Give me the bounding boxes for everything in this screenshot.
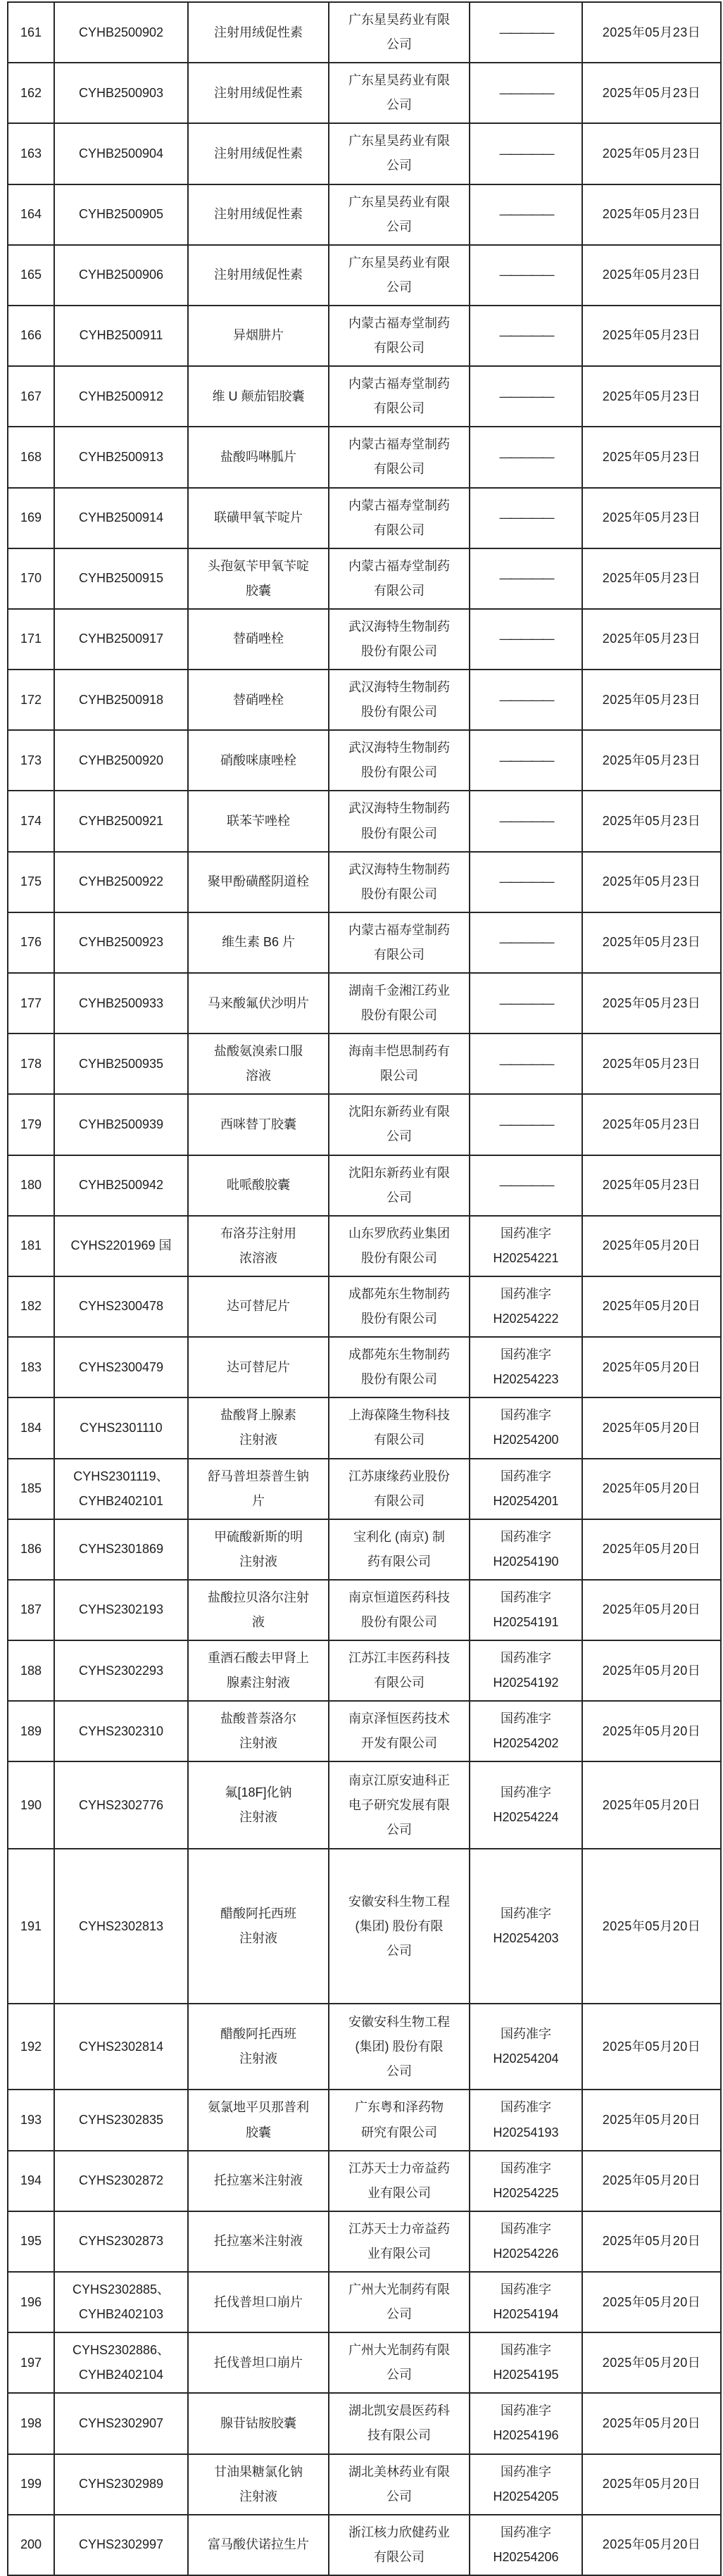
table-row <box>8 1216 721 1276</box>
acceptance-no-cell: CYHB2500905 <box>54 184 188 245</box>
approval-no-cell: 国药准字 H20254222 <box>470 1276 582 1337</box>
date-cell: 2025年05月20日 <box>582 2272 721 2332</box>
seq-cell: 182 <box>8 1276 54 1337</box>
company-cell: 南京泽恒医药技术 开发有限公司 <box>329 1701 470 1761</box>
acceptance-no-cell: CYHB2500915 <box>54 548 188 609</box>
drug-name-cell: 达可替尼片 <box>188 1276 329 1337</box>
table-row <box>8 2211 721 2272</box>
date-cell: 2025年05月20日 <box>582 1216 721 1276</box>
date-cell: 2025年05月20日 <box>582 1519 721 1580</box>
drug-name-cell: 联苯苄唑栓 <box>188 791 329 851</box>
acceptance-no-cell: CYHS2302814 <box>54 2004 188 2090</box>
drug-name-cell: 氨氯地平贝那普利 胶囊 <box>188 2090 329 2150</box>
drug-name-cell: 注射用绒促性素 <box>188 63 329 123</box>
date-cell: 2025年05月23日 <box>582 670 721 730</box>
approval-no-cell: 国药准字 H20254200 <box>470 1397 582 1458</box>
acceptance-no-cell: CYHB2500904 <box>54 123 188 184</box>
seq-cell: 174 <box>8 791 54 851</box>
date-cell: 2025年05月20日 <box>582 2332 721 2393</box>
company-cell: 广东星昊药业有限 公司 <box>329 63 470 123</box>
approval-no-cell: 国药准字 H20254221 <box>470 1216 582 1276</box>
company-cell: 湖北凯安晨医药科 技有限公司 <box>329 2393 470 2454</box>
date-cell: 2025年05月23日 <box>582 427 721 487</box>
approval-no-cell: ————— <box>470 609 582 670</box>
seq-cell: 193 <box>8 2090 54 2150</box>
approval-no-cell: ————— <box>470 123 582 184</box>
table-row <box>8 1397 721 1458</box>
drug-name-cell: 达可替尼片 <box>188 1337 329 1397</box>
acceptance-no-cell: CYHS2302835 <box>54 2090 188 2150</box>
acceptance-no-cell: CYHB2500902 <box>54 2 188 63</box>
acceptance-no-cell: CYHS2301110 <box>54 1397 188 1458</box>
table-row <box>8 670 721 730</box>
acceptance-no-cell: CYHS2302293 <box>54 1640 188 1701</box>
date-cell: 2025年05月20日 <box>582 1849 721 2004</box>
table-row <box>8 2393 721 2454</box>
acceptance-no-cell: CYHS2302813 <box>54 1849 188 2004</box>
drug-name-cell: 富马酸伏诺拉生片 <box>188 2515 329 2575</box>
drug-name-cell: 氟[18F]化钠 注射液 <box>188 1761 329 1849</box>
seq-cell: 169 <box>8 488 54 548</box>
approval-no-cell: 国药准字 H20254206 <box>470 2515 582 2575</box>
approval-no-cell: 国药准字 H20254196 <box>470 2393 582 2454</box>
company-cell: 武汉海特生物制药 股份有限公司 <box>329 609 470 670</box>
table-row <box>8 791 721 851</box>
company-cell: 广州大光制药有限 公司 <box>329 2332 470 2393</box>
date-cell: 2025年05月20日 <box>582 1580 721 1640</box>
seq-cell: 191 <box>8 1849 54 2004</box>
drug-name-cell: 布洛芬注射用 浓溶液 <box>188 1216 329 1276</box>
company-cell: 江苏江丰医药科技 有限公司 <box>329 1640 470 1701</box>
approval-no-cell: ————— <box>470 912 582 973</box>
company-cell: 安徽安科生物工程 (集团) 股份有限 公司 <box>329 2004 470 2090</box>
company-cell: 湖南千金湘江药业 股份有限公司 <box>329 973 470 1033</box>
acceptance-no-cell: CYHS2302997 <box>54 2515 188 2575</box>
acceptance-no-cell: CYHB2500942 <box>54 1155 188 1216</box>
seq-cell: 198 <box>8 2393 54 2454</box>
company-cell: 成都苑东生物制药 股份有限公司 <box>329 1337 470 1397</box>
company-cell: 武汉海特生物制药 股份有限公司 <box>329 852 470 912</box>
company-cell: 内蒙古福寿堂制药 有限公司 <box>329 488 470 548</box>
acceptance-no-cell: CYHB2500935 <box>54 1033 188 1094</box>
acceptance-no-cell: CYHS2301119、 CYHB2402101 <box>54 1459 188 1519</box>
seq-cell: 199 <box>8 2454 54 2515</box>
drug-name-cell: 盐酸吗啉胍片 <box>188 427 329 487</box>
drug-name-cell: 注射用绒促性素 <box>188 2 329 63</box>
acceptance-no-cell: CYHS2300479 <box>54 1337 188 1397</box>
company-cell: 内蒙古福寿堂制药 有限公司 <box>329 548 470 609</box>
drug-name-cell: 甘油果糖氯化钠 注射液 <box>188 2454 329 2515</box>
approval-no-cell: ————— <box>470 427 582 487</box>
seq-cell: 194 <box>8 2151 54 2211</box>
acceptance-no-cell: CYHB2500939 <box>54 1094 188 1155</box>
table-body <box>8 2 721 2575</box>
seq-cell: 185 <box>8 1459 54 1519</box>
table-row <box>8 2090 721 2150</box>
seq-cell: 187 <box>8 1580 54 1640</box>
table-row <box>8 973 721 1033</box>
seq-cell: 179 <box>8 1094 54 1155</box>
table-row <box>8 1701 721 1761</box>
approval-no-cell: 国药准字 H20254204 <box>470 2004 582 2090</box>
company-cell: 广东星昊药业有限 公司 <box>329 123 470 184</box>
seq-cell: 192 <box>8 2004 54 2090</box>
table-row <box>8 548 721 609</box>
acceptance-no-cell: CYHS2302907 <box>54 2393 188 2454</box>
date-cell: 2025年05月20日 <box>582 2393 721 2454</box>
seq-cell: 183 <box>8 1337 54 1397</box>
table-row <box>8 123 721 184</box>
drug-name-cell: 醋酸阿托西班 注射液 <box>188 1849 329 2004</box>
approval-no-cell: ————— <box>470 184 582 245</box>
approval-no-cell: ————— <box>470 670 582 730</box>
table-row <box>8 1640 721 1701</box>
acceptance-no-cell: CYHB2500918 <box>54 670 188 730</box>
table-row <box>8 1849 721 2004</box>
seq-cell: 196 <box>8 2272 54 2332</box>
approval-no-cell: 国药准字 H20254225 <box>470 2151 582 2211</box>
date-cell: 2025年05月20日 <box>582 2004 721 2090</box>
company-cell: 内蒙古福寿堂制药 有限公司 <box>329 366 470 427</box>
company-cell: 内蒙古福寿堂制药 有限公司 <box>329 306 470 366</box>
company-cell: 成都苑东生物制药 股份有限公司 <box>329 1276 470 1337</box>
seq-cell: 175 <box>8 852 54 912</box>
date-cell: 2025年05月23日 <box>582 912 721 973</box>
seq-cell: 195 <box>8 2211 54 2272</box>
company-cell: 浙江核力欣健药业 有限公司 <box>329 2515 470 2575</box>
date-cell: 2025年05月23日 <box>582 488 721 548</box>
table-row <box>8 912 721 973</box>
seq-cell: 200 <box>8 2515 54 2575</box>
date-cell: 2025年05月23日 <box>582 973 721 1033</box>
table-row <box>8 1459 721 1519</box>
table-row <box>8 1033 721 1094</box>
table-row <box>8 184 721 245</box>
seq-cell: 162 <box>8 63 54 123</box>
approval-no-cell: 国药准字 H20254224 <box>470 1761 582 1849</box>
seq-cell: 167 <box>8 366 54 427</box>
seq-cell: 168 <box>8 427 54 487</box>
drug-name-cell: 注射用绒促性素 <box>188 184 329 245</box>
approval-no-cell: 国药准字 H20254195 <box>470 2332 582 2393</box>
approval-no-cell: 国药准字 H20254191 <box>470 1580 582 1640</box>
approval-no-cell: ————— <box>470 730 582 791</box>
drug-name-cell: 异烟肼片 <box>188 306 329 366</box>
drug-name-cell: 舒马普坦萘普生钠 片 <box>188 1459 329 1519</box>
company-cell: 山东罗欣药业集团 股份有限公司 <box>329 1216 470 1276</box>
date-cell: 2025年05月23日 <box>582 609 721 670</box>
drug-name-cell: 西咪替丁胶囊 <box>188 1094 329 1155</box>
approval-no-cell: 国药准字 H20254201 <box>470 1459 582 1519</box>
seq-cell: 177 <box>8 973 54 1033</box>
table-row <box>8 1580 721 1640</box>
table-row <box>8 730 721 791</box>
acceptance-no-cell: CYHB2500906 <box>54 245 188 306</box>
date-cell: 2025年05月20日 <box>582 1761 721 1849</box>
drug-name-cell: 重酒石酸去甲肾上 腺素注射液 <box>188 1640 329 1701</box>
drug-name-cell: 替硝唑栓 <box>188 609 329 670</box>
company-cell: 上海葆隆生物科技 有限公司 <box>329 1397 470 1458</box>
company-cell: 内蒙古福寿堂制药 有限公司 <box>329 427 470 487</box>
company-cell: 广东粤和泽药物 研究有限公司 <box>329 2090 470 2150</box>
approval-no-cell: 国药准字 H20254203 <box>470 1849 582 2004</box>
date-cell: 2025年05月23日 <box>582 1155 721 1216</box>
table-row <box>8 609 721 670</box>
drug-name-cell: 托拉塞米注射液 <box>188 2211 329 2272</box>
date-cell: 2025年05月23日 <box>582 548 721 609</box>
company-cell: 广东星昊药业有限 公司 <box>329 184 470 245</box>
drug-name-cell: 维 U 颠茄铝胶囊 <box>188 366 329 427</box>
company-cell: 海南丰恺思制药有 限公司 <box>329 1033 470 1094</box>
date-cell: 2025年05月23日 <box>582 852 721 912</box>
drug-name-cell: 替硝唑栓 <box>188 670 329 730</box>
acceptance-no-cell: CYHS2302776 <box>54 1761 188 1849</box>
approval-no-cell: ————— <box>470 973 582 1033</box>
drug-name-cell: 盐酸拉贝洛尔注射 液 <box>188 1580 329 1640</box>
table-row <box>8 1094 721 1155</box>
date-cell: 2025年05月20日 <box>582 2211 721 2272</box>
acceptance-no-cell: CYHS2302310 <box>54 1701 188 1761</box>
table-row <box>8 2151 721 2211</box>
company-cell: 宝利化 (南京) 制 药有限公司 <box>329 1519 470 1580</box>
acceptance-no-cell: CYHB2500917 <box>54 609 188 670</box>
seq-cell: 170 <box>8 548 54 609</box>
seq-cell: 165 <box>8 245 54 306</box>
table-row <box>8 1519 721 1580</box>
drug-name-cell: 头孢氨苄甲氧苄啶 胶囊 <box>188 548 329 609</box>
acceptance-no-cell: CYHS2302886、 CYHB2402104 <box>54 2332 188 2393</box>
approval-no-cell: 国药准字 H20254193 <box>470 2090 582 2150</box>
table-row <box>8 2332 721 2393</box>
date-cell: 2025年05月23日 <box>582 1094 721 1155</box>
drug-name-cell: 盐酸普萘洛尔 注射液 <box>188 1701 329 1761</box>
approval-no-cell: 国药准字 H20254190 <box>470 1519 582 1580</box>
date-cell: 2025年05月23日 <box>582 366 721 427</box>
drug-name-cell: 甲硫酸新斯的明 注射液 <box>188 1519 329 1580</box>
seq-cell: 178 <box>8 1033 54 1094</box>
date-cell: 2025年05月20日 <box>582 1701 721 1761</box>
seq-cell: 184 <box>8 1397 54 1458</box>
company-cell: 武汉海特生物制药 股份有限公司 <box>329 791 470 851</box>
acceptance-no-cell: CYHB2500923 <box>54 912 188 973</box>
table-row <box>8 1155 721 1216</box>
acceptance-no-cell: CYHS2302989 <box>54 2454 188 2515</box>
drug-name-cell: 托拉塞米注射液 <box>188 2151 329 2211</box>
date-cell: 2025年05月23日 <box>582 2 721 63</box>
approval-no-cell: ————— <box>470 548 582 609</box>
seq-cell: 176 <box>8 912 54 973</box>
date-cell: 2025年05月23日 <box>582 184 721 245</box>
date-cell: 2025年05月20日 <box>582 2454 721 2515</box>
seq-cell: 197 <box>8 2332 54 2393</box>
company-cell: 江苏康缘药业股份 有限公司 <box>329 1459 470 1519</box>
date-cell: 2025年05月23日 <box>582 1033 721 1094</box>
date-cell: 2025年05月23日 <box>582 730 721 791</box>
company-cell: 沈阳东新药业有限 公司 <box>329 1094 470 1155</box>
drug-name-cell: 马来酸氟伏沙明片 <box>188 973 329 1033</box>
acceptance-no-cell: CYHB2500903 <box>54 63 188 123</box>
approval-no-cell: ————— <box>470 245 582 306</box>
drug-name-cell: 吡哌酸胶囊 <box>188 1155 329 1216</box>
acceptance-no-cell: CYHS2201969 国 <box>54 1216 188 1276</box>
table-row <box>8 1761 721 1849</box>
approval-no-cell: 国药准字 H20254202 <box>470 1701 582 1761</box>
table-row <box>8 245 721 306</box>
table-row <box>8 366 721 427</box>
acceptance-no-cell: CYHS2302193 <box>54 1580 188 1640</box>
acceptance-no-cell: CYHB2500912 <box>54 366 188 427</box>
date-cell: 2025年05月20日 <box>582 1276 721 1337</box>
seq-cell: 172 <box>8 670 54 730</box>
acceptance-no-cell: CYHB2500920 <box>54 730 188 791</box>
company-cell: 广东星昊药业有限 公司 <box>329 245 470 306</box>
date-cell: 2025年05月20日 <box>582 2090 721 2150</box>
acceptance-no-cell: CYHB2500911 <box>54 306 188 366</box>
acceptance-no-cell: CYHS2302872 <box>54 2151 188 2211</box>
company-cell: 南京江原安迪科正 电子研究发展有限 公司 <box>329 1761 470 1849</box>
date-cell: 2025年05月20日 <box>582 2151 721 2211</box>
table-row <box>8 2272 721 2332</box>
date-cell: 2025年05月23日 <box>582 245 721 306</box>
approval-no-cell: 国药准字 H20254205 <box>470 2454 582 2515</box>
date-cell: 2025年05月20日 <box>582 1337 721 1397</box>
approval-no-cell: ————— <box>470 2 582 63</box>
table-row <box>8 2454 721 2515</box>
approval-no-cell: ————— <box>470 1155 582 1216</box>
company-cell: 广东星昊药业有限 公司 <box>329 2 470 63</box>
seq-cell: 181 <box>8 1216 54 1276</box>
table-row <box>8 427 721 487</box>
table-row <box>8 852 721 912</box>
date-cell: 2025年05月20日 <box>582 1459 721 1519</box>
approval-no-cell: ————— <box>470 1033 582 1094</box>
company-cell: 湖北美林药业有限 公司 <box>329 2454 470 2515</box>
drug-name-cell: 聚甲酚磺醛阴道栓 <box>188 852 329 912</box>
date-cell: 2025年05月20日 <box>582 1397 721 1458</box>
approval-no-cell: 国药准字 H20254192 <box>470 1640 582 1701</box>
drug-name-cell: 醋酸阿托西班 注射液 <box>188 2004 329 2090</box>
company-cell: 江苏天士力帝益药 业有限公司 <box>329 2211 470 2272</box>
table-row <box>8 1337 721 1397</box>
table-row <box>8 1276 721 1337</box>
drug-name-cell: 托伐普坦口崩片 <box>188 2272 329 2332</box>
seq-cell: 166 <box>8 306 54 366</box>
acceptance-no-cell: CYHB2500922 <box>54 852 188 912</box>
approval-no-cell: 国药准字 H20254194 <box>470 2272 582 2332</box>
approval-no-cell: ————— <box>470 1094 582 1155</box>
table-row <box>8 2004 721 2090</box>
drug-name-cell: 盐酸肾上腺素 注射液 <box>188 1397 329 1458</box>
seq-cell: 173 <box>8 730 54 791</box>
drug-name-cell: 腺苷钴胺胶囊 <box>188 2393 329 2454</box>
table-row <box>8 306 721 366</box>
acceptance-no-cell: CYHB2500921 <box>54 791 188 851</box>
approval-no-cell: ————— <box>470 488 582 548</box>
acceptance-no-cell: CYHB2500914 <box>54 488 188 548</box>
approval-no-cell: ————— <box>470 791 582 851</box>
date-cell: 2025年05月20日 <box>582 1640 721 1701</box>
acceptance-no-cell: CYHS2300478 <box>54 1276 188 1337</box>
seq-cell: 190 <box>8 1761 54 1849</box>
drug-name-cell: 联磺甲氧苄啶片 <box>188 488 329 548</box>
table-row <box>8 63 721 123</box>
approval-no-cell: ————— <box>470 306 582 366</box>
company-cell: 沈阳东新药业有限 公司 <box>329 1155 470 1216</box>
table-row <box>8 488 721 548</box>
drug-name-cell: 维生素 B6 片 <box>188 912 329 973</box>
company-cell: 武汉海特生物制药 股份有限公司 <box>329 670 470 730</box>
company-cell: 江苏天士力帝益药 业有限公司 <box>329 2151 470 2211</box>
seq-cell: 171 <box>8 609 54 670</box>
approval-no-cell: ————— <box>470 63 582 123</box>
drug-name-cell: 硝酸咪康唑栓 <box>188 730 329 791</box>
date-cell: 2025年05月23日 <box>582 63 721 123</box>
drug-name-cell: 注射用绒促性素 <box>188 123 329 184</box>
drug-name-cell: 盐酸氨溴索口服 溶液 <box>188 1033 329 1094</box>
acceptance-no-cell: CYHS2301869 <box>54 1519 188 1580</box>
approval-no-cell: ————— <box>470 852 582 912</box>
date-cell: 2025年05月23日 <box>582 123 721 184</box>
drug-approval-table <box>7 1 722 2576</box>
approval-no-cell: ————— <box>470 366 582 427</box>
seq-cell: 163 <box>8 123 54 184</box>
table-row <box>8 2515 721 2575</box>
seq-cell: 161 <box>8 2 54 63</box>
approval-no-cell: 国药准字 H20254226 <box>470 2211 582 2272</box>
approval-no-cell: 国药准字 H20254223 <box>470 1337 582 1397</box>
acceptance-no-cell: CYHS2302873 <box>54 2211 188 2272</box>
company-cell: 武汉海特生物制药 股份有限公司 <box>329 730 470 791</box>
seq-cell: 180 <box>8 1155 54 1216</box>
company-cell: 广州大光制药有限 公司 <box>329 2272 470 2332</box>
date-cell: 2025年05月20日 <box>582 2515 721 2575</box>
acceptance-no-cell: CYHB2500913 <box>54 427 188 487</box>
seq-cell: 188 <box>8 1640 54 1701</box>
date-cell: 2025年05月23日 <box>582 791 721 851</box>
seq-cell: 164 <box>8 184 54 245</box>
drug-name-cell: 托伐普坦口崩片 <box>188 2332 329 2393</box>
company-cell: 安徽安科生物工程 (集团) 股份有限 公司 <box>329 1849 470 2004</box>
seq-cell: 186 <box>8 1519 54 1580</box>
acceptance-no-cell: CYHS2302885、 CYHB2402103 <box>54 2272 188 2332</box>
table-row <box>8 2 721 63</box>
company-cell: 内蒙古福寿堂制药 有限公司 <box>329 912 470 973</box>
date-cell: 2025年05月23日 <box>582 306 721 366</box>
seq-cell: 189 <box>8 1701 54 1761</box>
drug-name-cell: 注射用绒促性素 <box>188 245 329 306</box>
acceptance-no-cell: CYHB2500933 <box>54 973 188 1033</box>
company-cell: 南京恒道医药科技 股份有限公司 <box>329 1580 470 1640</box>
